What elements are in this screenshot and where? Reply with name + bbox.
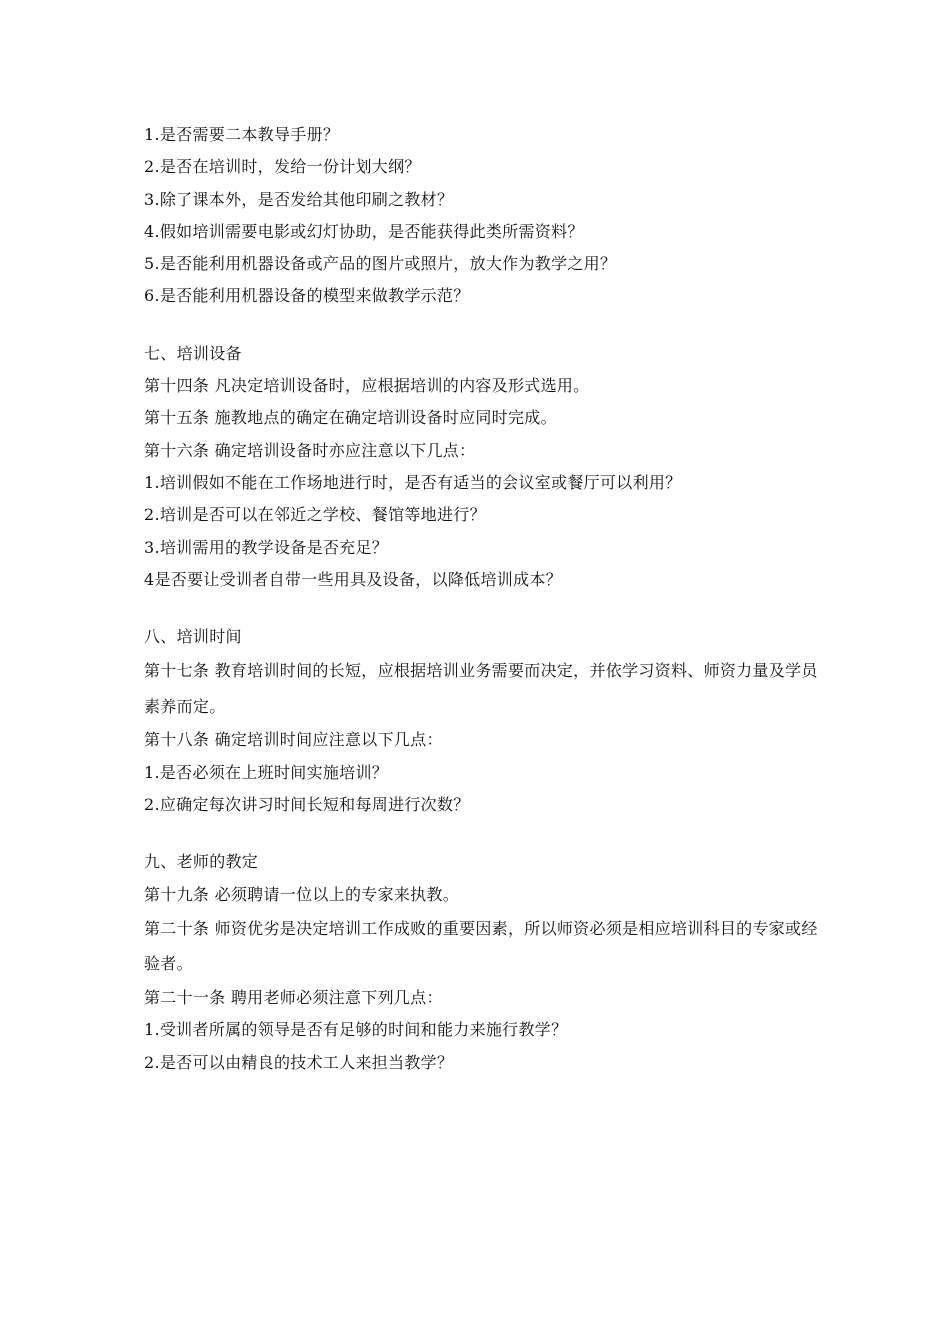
section-heading: 九、老师的教定: [144, 852, 259, 872]
line-item: 5.是否能利用机器设备或产品的图片或照片，放大作为教学之用？: [144, 254, 617, 274]
article-line: 第二十一条 聘用老师必须注意下列几点：: [144, 987, 443, 1007]
line-item: 1.是否必须在上班时间实施培训？: [144, 762, 389, 782]
line-item: 1.受训者所属的领导是否有足够的时间和能力来施行教学？: [144, 1020, 568, 1040]
section-heading: 七、培训设备: [144, 343, 242, 363]
article-paragraph: 第二十条 师资优劣是决定培训工作成败的重要因素，所以师资必须是相应培训科目的专家或经验者。: [144, 918, 818, 974]
line-item: 3.除了课本外，是否发给其他印刷之教材？: [144, 189, 454, 209]
line-item: 4是否要让受训者自带一些用具及设备，以降低培训成本？: [144, 569, 562, 589]
line-item: 6.是否能利用机器设备的模型来做教学示范？: [144, 286, 470, 306]
article-line: 第十四条 凡决定培训设备时，应根据培训的内容及形式选用。: [144, 376, 590, 396]
article-line: 第十五条 施教地点的确定在确定培训设备时应同时完成。: [144, 408, 557, 428]
line-item: 2.应确定每次讲习时间长短和每周进行次数？: [144, 795, 470, 815]
line-item: 1.培训假如不能在工作场地进行时，是否有适当的会议室或餐厅可以利用？: [144, 472, 682, 492]
section-gap: [144, 313, 824, 338]
line-item: 2.是否在培训时，发给一份计划大纲？: [144, 157, 421, 177]
section-heading: 八、培训时间: [144, 627, 242, 647]
section-gap: [144, 821, 824, 846]
line-item: 2.是否可以由精良的技术工人来担当教学？: [144, 1052, 454, 1072]
document-body: [144, 119, 824, 1079]
line-item: 3.培训需用的教学设备是否充足？: [144, 537, 389, 557]
line-item: 1.是否需要二本教导手册？: [144, 125, 340, 144]
section-gap: [144, 596, 824, 621]
article-line: 第十六条 确定培训设备时亦应注意以下几点：: [144, 440, 476, 460]
line-item: 4.假如培训需要电影或幻灯协助，是否能获得此类所需资料？: [144, 221, 584, 241]
line-item: 2.培训是否可以在邻近之学校、餐馆等地进行？: [144, 505, 486, 525]
article-paragraph: 第十七条 教育培训时间的长短，应根据培训业务需要而决定，并依学习资料、师资力量及学员素养而定。: [144, 661, 818, 716]
article-line: 第十八条 确定培训时间应注意以下几点：: [144, 730, 443, 750]
article-line: 第十九条 必须聘请一位以上的专家来执教。: [144, 884, 460, 904]
